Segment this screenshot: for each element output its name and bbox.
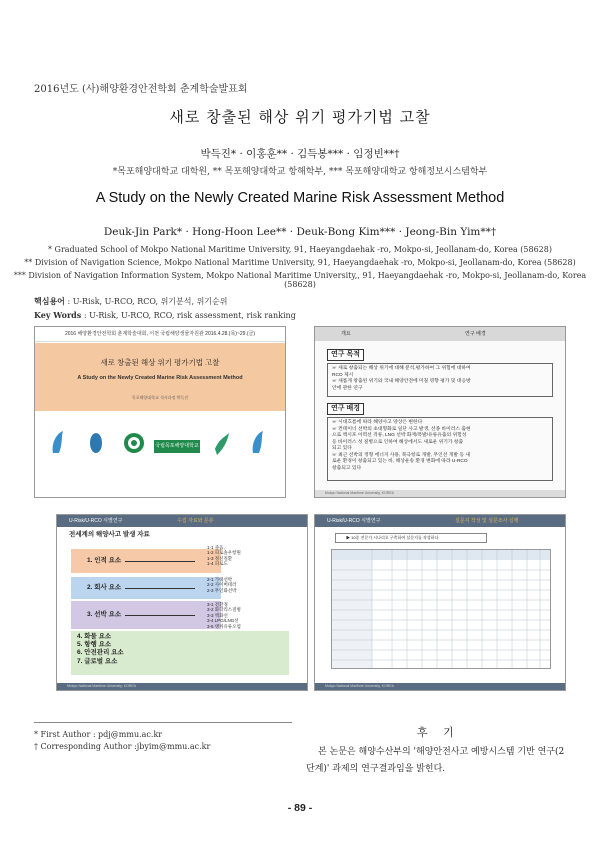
slide2-purpose-box — [327, 363, 553, 397]
slide4-tab-right: 설문지 작성 및 설문조사 실행 — [455, 518, 519, 524]
slide2-background-line: 되고 있다 — [332, 446, 352, 451]
authors-korean: 박득진* · 이홍훈** · 김득봉*** · 임정빈**† — [200, 148, 400, 160]
keywords-english — [34, 310, 296, 320]
conference-header: 2016년도 (사)해양환경안전학회 춘계학술발표회 — [34, 84, 248, 95]
acknowledgement-body: 본 논문은 해양수산부의 '해양안전사고 예방시스템 기반 연구(2단계)' 과제의 연구결과임을 밝힌다. — [306, 747, 565, 774]
slide2-footer: Mokpo National Maritime University, KOREA — [315, 490, 565, 497]
slide3-category-human: 1. 인적 요소 — [71, 549, 221, 573]
slide2-background-line: ☞ 최근 선박의 정형 에너지 사용, 북극항로 개발, 무인선 개발 등 새 — [332, 452, 470, 458]
footnote-first-author: * First Author : pdj@mmu.ac.kr — [34, 730, 163, 739]
slide2-background-line: 등 바이러스 성 질병으로 인하여 해상에서도 새로운 위기가 창출 — [332, 439, 464, 445]
slide3-subitem: 2-3 무인화선박 — [207, 587, 237, 593]
slide3-footer: Mokpo National Maritime University, KOREA — [57, 683, 307, 690]
slide2-heading-purpose: 연구 목적 — [327, 349, 364, 361]
slide2-purpose-line: RCO 제시 — [332, 372, 354, 378]
keywords-english-label: Key Words — [34, 310, 82, 320]
slide-title — [34, 326, 286, 498]
dolphin-logo-icon — [49, 429, 67, 457]
slide4-header — [315, 515, 565, 527]
slide3-tab-right: 수집 자료와 문류 — [177, 518, 214, 524]
slide3-category-ship: 3. 선박 요소 — [71, 601, 221, 629]
wave-logo-icon — [213, 429, 231, 457]
slide3-company-subitems — [207, 577, 237, 593]
slide3-subitem: 1-4 피로도 — [207, 561, 228, 567]
slide3-subitem: 3-5 탱커유류오염 — [207, 623, 241, 629]
title-english: A Study on the Newly Created Marine Risk Assessment Method — [95, 190, 505, 206]
slide1-title-en: A Study on the Newly Created Marine Risk Assessment Method — [77, 375, 243, 381]
slide1-conference: 2016 해양환경안전학회 춘계학술대회, 서천 국립해양생물자원관 2016.4.28.(목)~29.(금) — [35, 327, 285, 342]
slide2-purpose-line: ☞ 새로 창출되는 해상 위기에 대해 분석,평가하여 그 위험에 대하여 — [332, 366, 471, 371]
slide3-category-company: 2. 회사 요소 — [71, 577, 221, 599]
slide3-connector — [125, 561, 195, 562]
affiliation-english-3: *** Division of Navigation Information System, Mokpo National Maritime University,, 91, Haeyangdaehak -ro, Mokpo-si, Jeollanam-do, Korea (58628) — [13, 271, 587, 289]
slide3-connector — [125, 588, 195, 589]
acknowledgement-text — [306, 744, 568, 778]
affiliation-korean: *목포해양대학교 대학원, ** 목포해양대학교 항해학부, *** 목포해양대학교 항해정보시스템학부 — [112, 167, 488, 177]
slide3-subitem: 1-3 정신질환 — [207, 555, 233, 561]
slide2-background-line: 으로 액시포 이력선 격류, LNG 선박 화재/폭발/유류유출의 위험성 — [332, 433, 467, 438]
slide3-list-item: 5. 항행 요소 — [77, 641, 112, 649]
slide2-tabbar — [315, 327, 565, 341]
slide2-purpose-line: ☞ 새롭게 창출된 위기와 국내 해양안전에 미칠 영향 평가 및 대응방 — [332, 379, 471, 384]
slide1-university-name: 국립목포해양대학교 — [154, 440, 200, 453]
affiliation-english-2: ** Division of Navigation Science, Mokpo National Maritime University, 91, Haeyangdaehak -ro, Mokpo-si, Jeollanam-do, Korea (58628) — [24, 258, 576, 267]
slide3-list-item: 7. 글로벌 요소 — [77, 657, 118, 665]
slide-survey — [314, 514, 566, 691]
slide-accident-data — [56, 514, 308, 691]
slide2-tab-left: 개요 — [341, 331, 351, 337]
slide3-human-subitems — [207, 545, 241, 567]
slide3-subitem: 1-1 졸음, — [207, 545, 225, 550]
slide3-tab-left: U-Risk/U-RCO 식별연구 — [69, 518, 123, 524]
slide2-heading-background: 연구 배경 — [327, 403, 364, 415]
slide3-subitem: 3-3 액화선 — [207, 612, 228, 618]
slide1-presenter: 목포해양대학교 석사과정 박득진 — [131, 395, 189, 400]
slide3-subitem: 2-1 가대선박 — [207, 577, 233, 582]
slide2-background-line: 로운 환경이 창출되고 있는 바, 해상운송 환경 변화에 따라 U-RCO — [332, 459, 468, 464]
slide1-title-ko: 새로 창출된 해상 위기 평가기법 고찰 — [100, 358, 220, 367]
slide4-survey-spreadsheet — [331, 549, 551, 669]
slide3-list-item: 4. 화물 요소 — [77, 633, 112, 640]
keywords-korean — [34, 296, 227, 307]
authors-english: Deuk-Jin Park* · Hong-Hoon Lee** · Deuk-Bong Kim*** · Jeong-Bin Yim**† — [103, 226, 497, 238]
slide2-background-line: ☞ 컨테이너 선박의 초대형화로 일단 사고 발생, 선종 바이러스 출현 — [332, 426, 471, 432]
keywords-korean-text: : U-Risk, U-RCO, RCO, 위기분석, 위기순위 — [64, 297, 228, 306]
title-korean: 새로 창출된 해상 위기 평가기법 고찰 — [169, 108, 431, 126]
slide2-purpose-line: 안에 관한 연구 — [332, 385, 363, 391]
slide3-remaining-categories — [77, 633, 124, 666]
slide3-heading: 전세계의 해양사고 발생 자료 — [69, 531, 150, 538]
keywords-korean-label: 핵심용어 — [34, 296, 65, 306]
affiliation-english-1: * Graduated School of Mokpo National Maritime University, 91, Haeyangdaehak -ro, Mokpo-si, Jeollanam-do, Korea (58628) — [48, 245, 552, 254]
slide3-list-item: 6. 안전관리 요소 — [77, 649, 124, 657]
fish-logo-icon — [87, 429, 105, 457]
slide3-connector — [125, 615, 195, 616]
slide4-instruction: ▶ 10종 전문가 시나리오 구축하여 설문지를 작성하다. — [335, 533, 487, 543]
slide-overview — [314, 326, 566, 498]
emblem-logo-icon — [123, 429, 145, 457]
slide4-footer: Mokpo National Maritime University, KOREA — [315, 683, 565, 690]
slide3-subitem: 1-2 피로솔우항원 — [207, 550, 241, 556]
acknowledgement-heading: 후 기 — [417, 726, 460, 739]
footnote-divider — [34, 722, 292, 723]
slide2-background-line: ☞ 시대흐름에 따라 해양사고 양상은 변한다 — [332, 420, 423, 425]
slide3-subitem: 2-2 사이버테러 — [207, 582, 237, 588]
footnote-corresponding-author: † Corresponding Author :jbyim@mmu.ac.kr — [34, 742, 211, 751]
slide3-subitem: 3-2 화학리스질병 — [207, 607, 241, 613]
slide3-ship-subitems — [207, 602, 241, 629]
slide4-tab-left: U-Risk/U-RCO 식별연구 — [327, 518, 381, 524]
slide2-background-line: 창출되고 있다 — [332, 465, 362, 471]
slide3-subitem: 3-1 전환경 — [207, 602, 228, 607]
slide2-background-box — [327, 417, 553, 481]
slide3-header — [57, 515, 307, 527]
slide2-tab-right: 연구 배경 — [465, 331, 486, 337]
slide3-subitem: 3-4 LPG/LNG선 — [207, 618, 239, 624]
keywords-english-text: : U-Risk, U-RCO, RCO, risk assessment, risk ranking — [81, 311, 296, 320]
page-number: - 89 - — [287, 802, 313, 814]
dolphin-logo-icon — [249, 429, 267, 457]
